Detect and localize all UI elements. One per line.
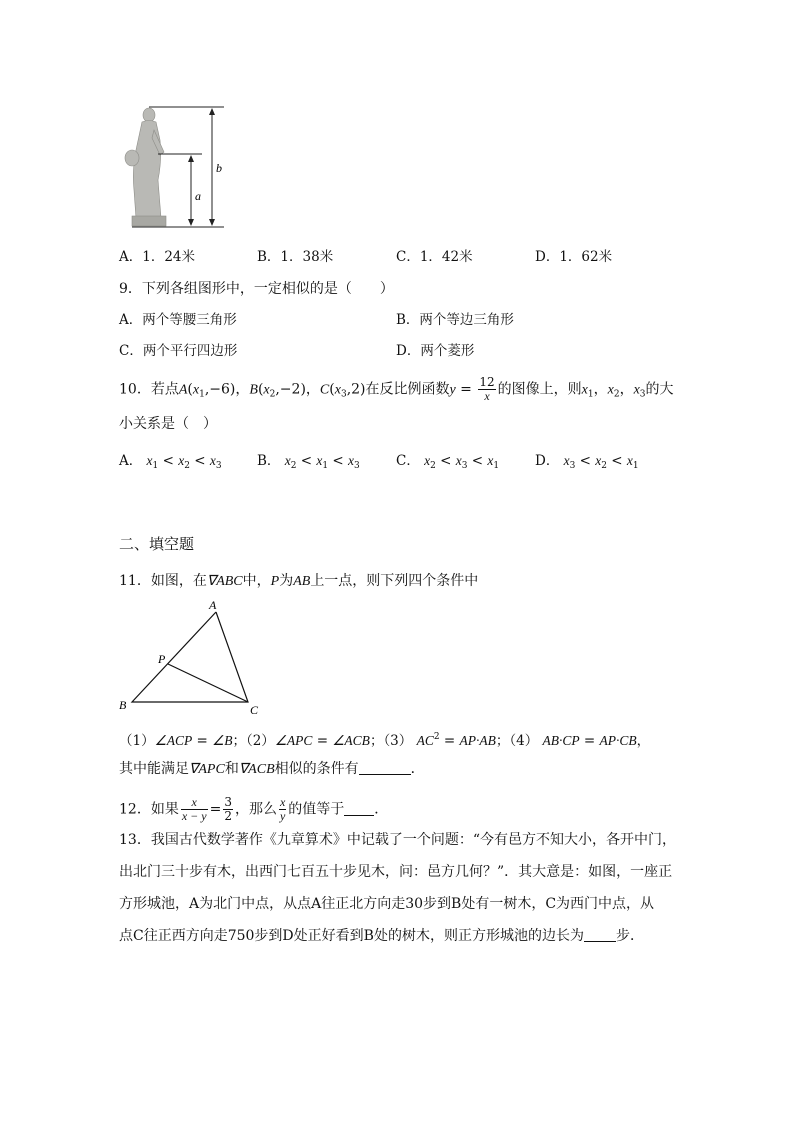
q11-line3: 其中能满足∇APC和∇ACB相似的条件有 ． [119,761,425,777]
q13-line1: 13．我国古代数学著作《九章算术》中记载了一个问题：“今有邑方不知大小，各开中门， [119,832,676,848]
q10-option-d: D． $x_3 < x_2 < x_1$ [535,453,639,471]
q10-fraction: $\frac{12}{x}$ [479,375,495,403]
q10-stem-line2: 小关系是（ ） [119,416,217,432]
q10-option-a: A． $x_1 < x_2 < x_3$ [119,453,222,471]
q11-answer-blank[interactable] [359,760,411,775]
q12-fraction-ask: $\frac{x}{y}$ [279,795,286,823]
q10-option-c: C． $x_2 < x_3 < x_1$ [396,453,500,471]
q12-fraction-right: $\frac{3}{2}$ [224,795,232,823]
q12-answer-blank[interactable] [344,801,374,816]
q8-option-d: D．1．62米 [535,249,613,265]
q11-stem: 11．如图，在∇ABC中，P为AB上一点，则下列四个条件中 [119,573,479,589]
q10-mid-text: 在反比例函数 [365,381,450,398]
q8-option-a: A．1．24米 [119,249,196,265]
q9-option-a: A．两个等腰三角形 [119,312,237,328]
q8-option-c: C．1．42米 [396,249,473,265]
q11-conditions: （1）∠ACP = ∠B；（2）∠APC = ∠ACB；（3） $AC^2 = AP\cdot AB$；（4） AB·CP = AP·CB， [119,732,651,749]
section-title: 二、填空题 [119,535,195,553]
q10-stem-line1: 10．若点$A(x_1,-6)$，$B(x_2,-2)$，$C(x_3,2)$在反比例函数y = $\frac{12}{x}$ 的图像上，则$x_1$，$x_2$，$x_3$的大 [119,375,674,403]
label-b: b [216,161,222,175]
q9-stem: 9．下列各组图形中，一定相似的是（ ） [119,281,394,297]
label-B: B [119,698,127,712]
label-C: C [250,703,259,717]
statue-image [125,108,166,226]
q13-answer-blank[interactable] [584,927,616,942]
q10-tail-text: 的图像上，则 [497,381,582,398]
q13-line4: 点C往正西方向走750步到D处正好看到B处的树木，则正方形城池的边长为 步． [119,928,644,944]
q8-option-b: B．1．38米 [257,249,334,265]
q9-option-b: B．两个等边三角形 [396,312,514,328]
label-P: P [158,652,166,666]
q12-stem: 12．如果 $\frac{x}{x - y}$ = $\frac{3}{2}$ ，那么 $\frac{x}{y}$ 的值等于 ． [119,795,389,823]
statue-figure [118,100,233,232]
triangle-abc [132,612,248,702]
q10-option-b: B． $x_2 < x_1 < x_3$ [257,453,360,471]
q10-point-a: A [178,382,188,398]
label-A: A [209,598,217,612]
q13-line2: 出北门三十步有木，出西门七百五十步见木，问：邑方几何？”．其大意是：如图，一座正 [119,864,673,880]
q9-option-d: D．两个菱形 [396,343,475,359]
label-a: a [195,189,201,203]
q12-fraction-left: $\frac{x}{x - y}$ [181,795,207,823]
triangle-figure [116,596,266,720]
q10-end-text: 的大 [645,381,674,398]
q9-option-c: C．两个平行四边形 [119,343,238,359]
q13-line3: 方形城池，A为北门中点，从点A往正北方向走30步到B处有一树木，C为西门中点，从 [119,896,655,912]
q10-number: 10．若点 [119,381,179,398]
